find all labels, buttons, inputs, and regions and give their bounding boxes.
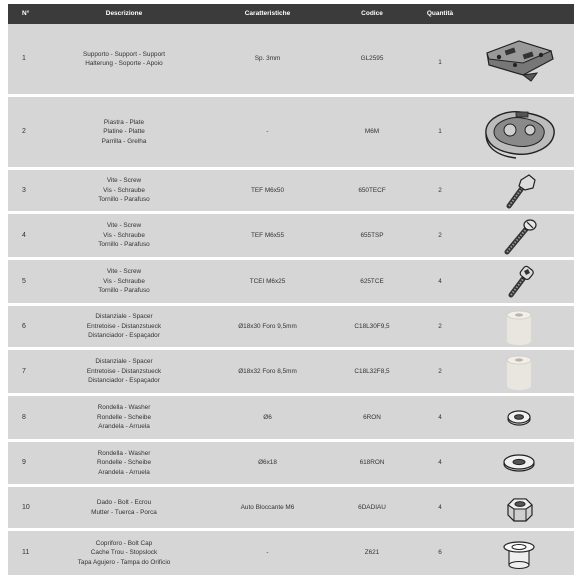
row-characteristics: TCEI M6x25 xyxy=(249,277,286,285)
table-row xyxy=(8,24,574,97)
row-num: 5 xyxy=(22,277,26,285)
header-characteristics: Caratteristiche xyxy=(244,10,291,18)
row-num: 6 xyxy=(22,322,26,330)
row-description xyxy=(40,267,208,295)
row-quantity: 2 xyxy=(438,367,442,375)
monokey-plate-icon xyxy=(476,104,562,160)
table-row xyxy=(8,306,574,350)
large-washer-icon xyxy=(497,448,541,478)
description-line: Dado - Bolt - Ecrou xyxy=(96,499,152,507)
table-row xyxy=(8,350,574,396)
description-line: Entretoise - Distanzstueck xyxy=(86,367,162,375)
description-line: Vite - Screw xyxy=(106,268,142,276)
row-code: M6M xyxy=(364,128,380,136)
spacer-icon xyxy=(499,352,539,392)
row-characteristics: Ø6 xyxy=(263,413,272,421)
description-line: Tornillo - Parafuso xyxy=(98,287,150,295)
header-code: Codice xyxy=(361,10,383,18)
support-plate-icon xyxy=(479,35,559,83)
description-line: Distanciador - Espaçador xyxy=(88,332,160,340)
table-row xyxy=(8,97,574,170)
table-row xyxy=(8,396,574,442)
row-description xyxy=(40,50,208,69)
row-code: 625TCE xyxy=(360,277,384,285)
row-num: 1 xyxy=(22,55,26,63)
description-line: Vis - Schraube xyxy=(103,231,145,239)
parts-table xyxy=(8,4,574,578)
row-description xyxy=(40,176,208,204)
row-quantity: 4 xyxy=(438,413,442,421)
row-num: 2 xyxy=(22,128,26,136)
row-description xyxy=(40,498,208,517)
description-line: Copriforo - Bolt Cap xyxy=(95,539,153,547)
row-quantity: 1 xyxy=(438,128,442,136)
row-quantity: 2 xyxy=(438,186,442,194)
row-description xyxy=(40,312,208,340)
description-line: Tapa Agujero - Tampa do Orificio xyxy=(77,558,171,566)
description-line: Vite - Screw xyxy=(106,222,142,230)
description-line: Entretoise - Distanzstueck xyxy=(86,322,162,330)
description-line: Cache Trou - Stopslock xyxy=(90,549,158,557)
row-description xyxy=(40,539,208,567)
header-num: N° xyxy=(22,10,30,18)
row-characteristics: TEF M6x50 xyxy=(250,186,285,194)
description-line: Rondelle - Scheibe xyxy=(97,459,151,467)
bolt-cap-icon xyxy=(497,535,541,571)
washer-icon xyxy=(499,403,539,433)
row-num: 9 xyxy=(22,459,26,467)
row-num: 4 xyxy=(22,231,26,239)
row-code: Z621 xyxy=(364,549,380,557)
countersunk-screw-icon xyxy=(499,216,539,256)
row-code: 650TECF xyxy=(358,186,386,194)
row-quantity: 2 xyxy=(438,231,442,239)
description-line: Arandela - Arruela xyxy=(98,423,150,431)
hex-screw-icon xyxy=(499,172,539,210)
description-line: Rondelle - Scheibe xyxy=(97,413,151,421)
description-line: Arandela - Arruela xyxy=(98,468,150,476)
table-row xyxy=(8,170,574,214)
description-line: Rondella - Washer xyxy=(97,404,151,412)
row-code: GL2595 xyxy=(360,55,384,63)
row-quantity: 1 xyxy=(438,59,442,67)
row-num: 7 xyxy=(22,367,26,375)
row-characteristics: - xyxy=(266,128,269,136)
row-quantity: 4 xyxy=(438,277,442,285)
description-line: Vis - Schraube xyxy=(103,186,145,194)
table-header xyxy=(8,4,574,24)
description-line: Vis - Schraube xyxy=(103,277,145,285)
table-row xyxy=(8,260,574,306)
row-description xyxy=(40,449,208,477)
description-line: Vite - Screw xyxy=(106,177,142,185)
row-quantity: 4 xyxy=(438,459,442,467)
row-num: 11 xyxy=(22,549,30,557)
row-code: 655TSP xyxy=(360,231,384,239)
description-line: Distanziale - Spacer xyxy=(95,313,153,321)
row-code: C18L32F8,5 xyxy=(354,367,390,375)
row-characteristics: Auto Bloccante M6 xyxy=(240,503,295,511)
row-num: 8 xyxy=(22,413,26,421)
table-row xyxy=(8,531,574,578)
description-line: Halterung - Soporte - Apoio xyxy=(85,60,163,67)
spacer-icon xyxy=(499,307,539,347)
description-line: Mutter - Tuerca - Porca xyxy=(91,508,157,516)
description-line: Distanziale - Spacer xyxy=(95,358,153,366)
description-line: Tornillo - Parafuso xyxy=(98,196,150,204)
row-characteristics: Ø18x32 Foro 8,5mm xyxy=(238,367,297,375)
lock-nut-icon xyxy=(499,491,539,525)
description-line: Piastra - Plate xyxy=(103,118,145,126)
row-num: 10 xyxy=(22,503,30,511)
row-code: 618RON xyxy=(359,459,385,467)
row-description xyxy=(40,357,208,385)
row-code: C18L30F9,5 xyxy=(354,322,390,330)
description-line: Supporto - Support - Support xyxy=(82,50,166,58)
row-characteristics: Sp. 3mm xyxy=(254,55,281,63)
row-characteristics: - xyxy=(266,549,269,557)
row-characteristics: Ø6x18 xyxy=(258,459,277,467)
description-line: Distanciador - Espaçador xyxy=(88,377,160,385)
row-description xyxy=(40,403,208,431)
row-code: 6RON xyxy=(363,413,381,421)
header-description: Descrizione xyxy=(105,10,143,18)
row-quantity: 2 xyxy=(438,322,442,330)
description-line: Tornillo - Parafuso xyxy=(98,241,150,249)
table-row xyxy=(8,214,574,260)
description-line: Rondella - Washer xyxy=(97,449,151,457)
row-quantity: 4 xyxy=(438,503,442,511)
row-code: 6DADIAU xyxy=(358,503,386,511)
table-row xyxy=(8,442,574,487)
row-description xyxy=(40,221,208,249)
row-description xyxy=(40,118,208,146)
row-characteristics: TEF M6x55 xyxy=(250,231,285,239)
socket-screw-icon xyxy=(499,263,539,301)
description-line: Platine - Platte xyxy=(103,128,145,136)
row-num: 3 xyxy=(22,186,26,194)
row-quantity: 6 xyxy=(438,549,442,557)
row-characteristics: Ø18x30 Foro 9,5mm xyxy=(238,322,297,330)
table-row xyxy=(8,487,574,531)
header-quantity: Quantità xyxy=(426,10,454,18)
description-line: Parrilla - Grelha xyxy=(101,137,147,145)
